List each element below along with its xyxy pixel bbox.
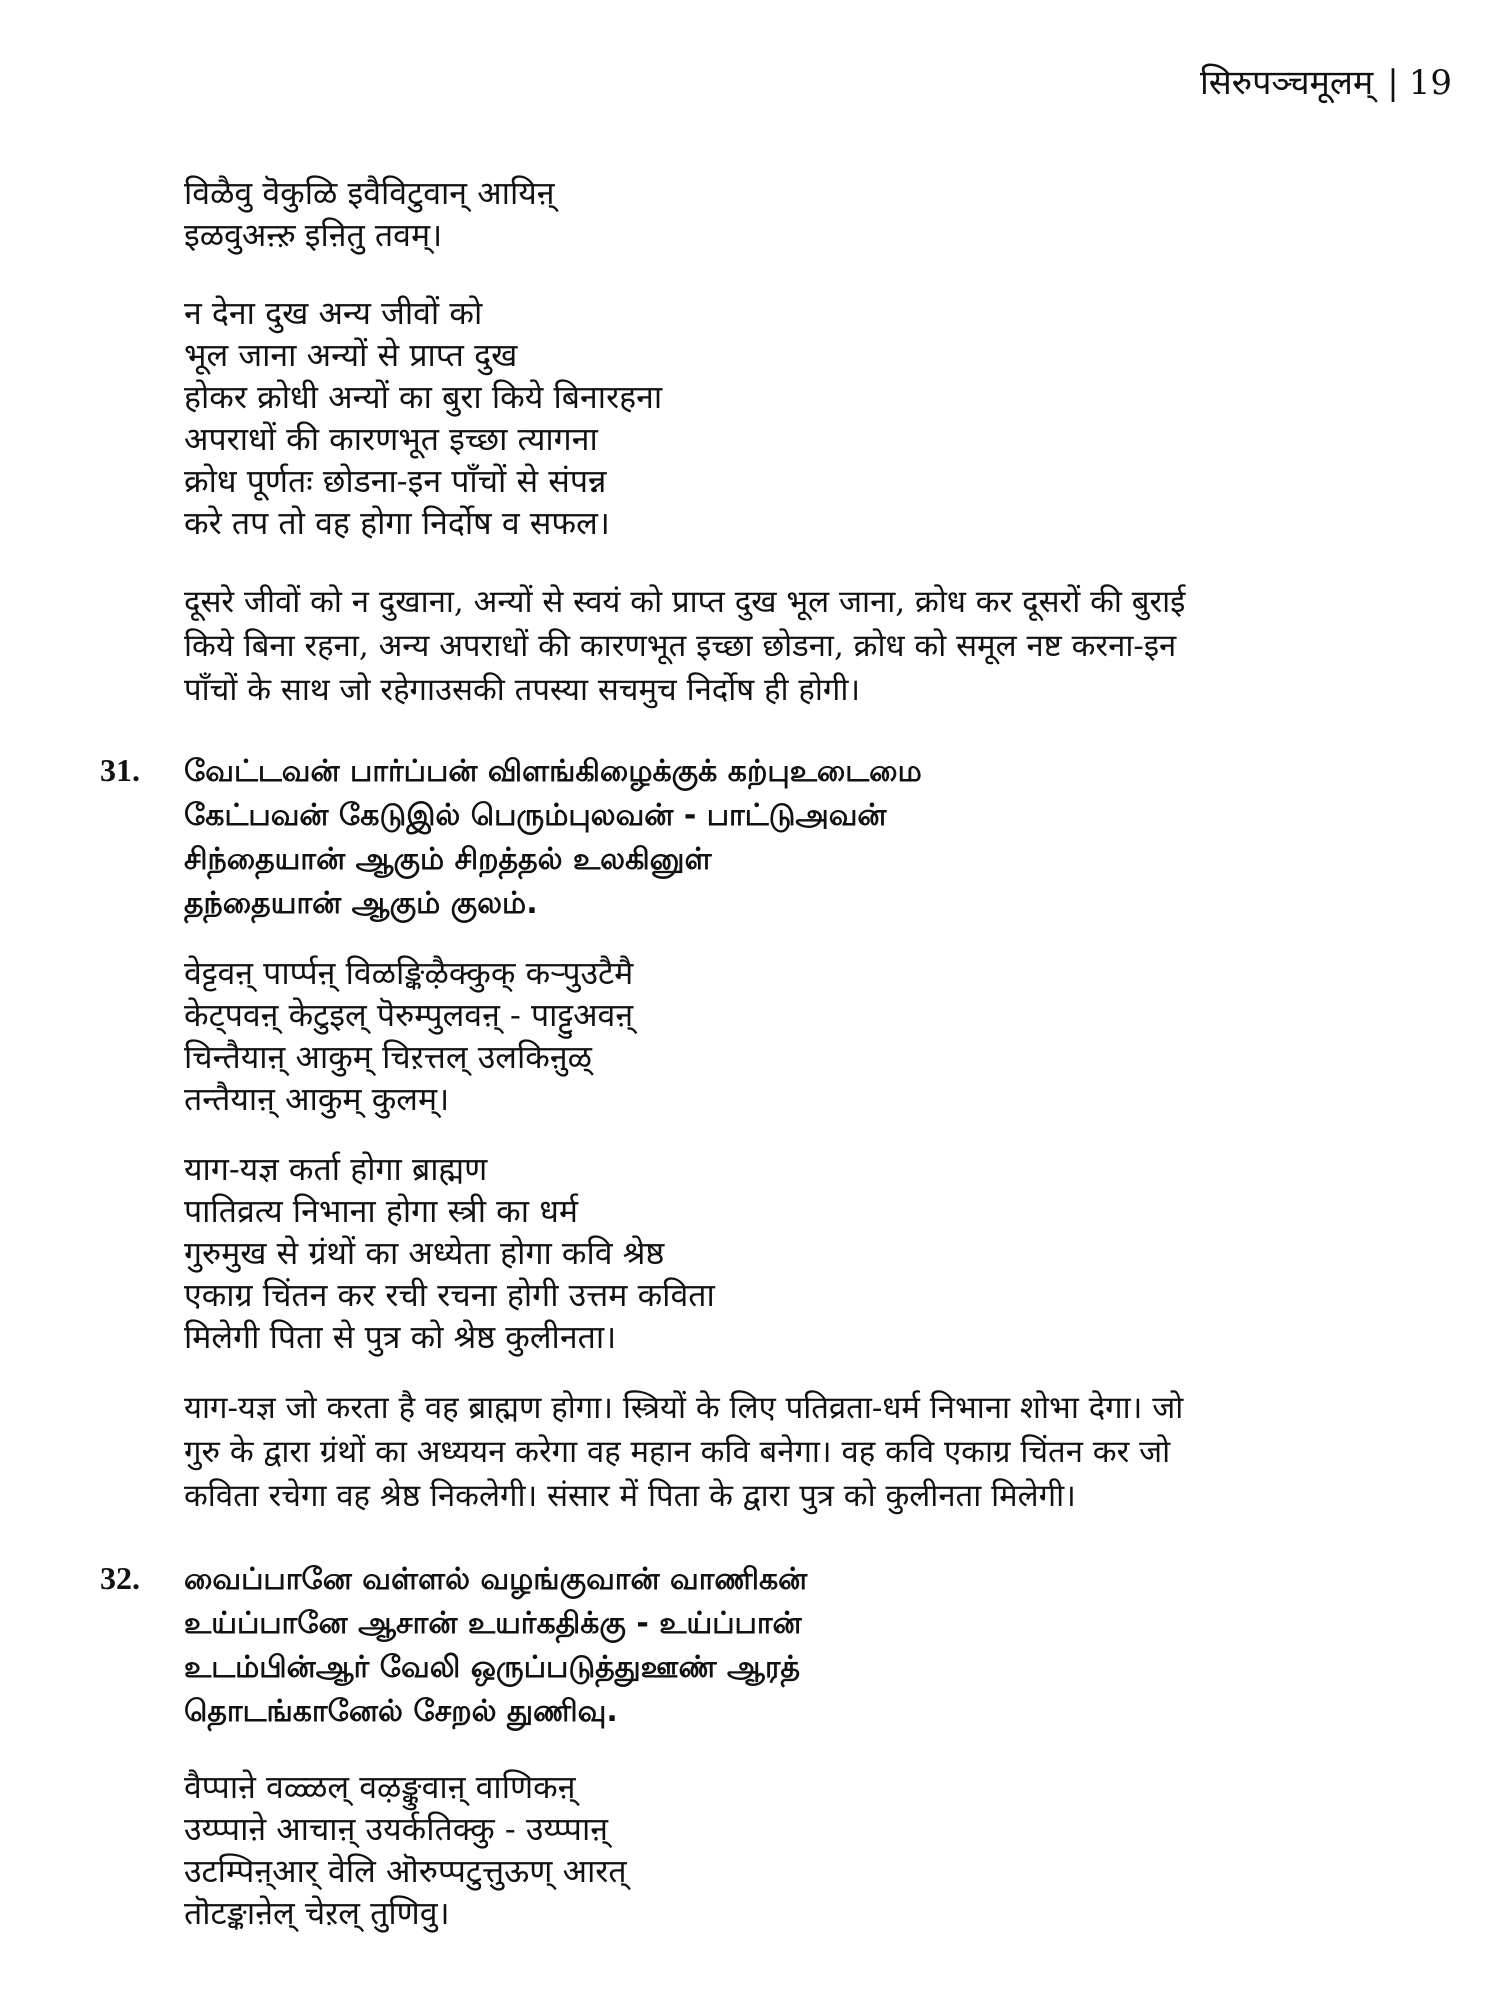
tamil-line: தந்தையான் ஆகும் குலம். xyxy=(184,886,538,921)
prose-explanation-30 xyxy=(184,580,1380,712)
verse-number-32: 32. xyxy=(100,1560,140,1596)
hindi-verse-line: भूल जाना अन्यों से प्राप्त दुख xyxy=(184,336,518,374)
prose-line: याग-यज्ञ जो करता है वह ब्राह्मण होगा। स्त्रियों के लिए पतिव्रता-धर्म निभाना शोभा देगा। जो xyxy=(184,1390,1184,1426)
translit-line: उटम्पिऩ्आर् वेलि ऒरुप्पटुत्तुऊण् आरत् xyxy=(184,1852,627,1890)
tamil-line: சிந்தையான் ஆகும் சிறத்தல் உலகினுள் xyxy=(184,842,712,877)
hindi-verse-line: गुरुमुख से ग्रंथों का अध्येता होगा कवि श्रेष्ठ xyxy=(184,1234,665,1272)
prose-line: पाँचों के साथ जो रहेगाउसकी तपस्या सचमुच निर्दोष ही होगी। xyxy=(184,672,861,708)
tamil-verse-31 xyxy=(184,750,1380,926)
translit-line: उय्प्पाऩे आचाऩ् उयर्कतिक्कु - उय्प्पाऩ् xyxy=(184,1810,609,1848)
tamil-line: உய்ப்பானே ஆசான் உயர்கதிக்கு - உய்ப்பான் xyxy=(184,1606,802,1641)
hindi-verse-line: होकर क्रोधी अन्यों का बुरा किये बिनारहना xyxy=(184,378,663,416)
transliteration-31 xyxy=(184,952,1380,1120)
translit-line: चिन्तैयाऩ् आकुम् चिऱत्तल् उलकिऩुळ् xyxy=(184,1038,592,1076)
translit-line: तॊटङ्काऩेल् चेऱल् तुणिवु। xyxy=(184,1894,450,1932)
hindi-verse-line: न देना दुख अन्य जीवों को xyxy=(184,294,483,332)
prose-line: दूसरे जीवों को न दुखाना, अन्यों से स्वयं को प्राप्त दुख भूल जाना, क्रोध कर दूसरों की बुराई xyxy=(184,584,1186,620)
translit-line: वैप्पाऩे वळ्ळल् वऴङ्कुवाऩ् वाणिकऩ् xyxy=(184,1768,576,1806)
prose-explanation-31 xyxy=(184,1386,1380,1518)
transliteration-32 xyxy=(184,1766,1380,1934)
tamil-line: வைப்பானே வள்ளல் வழங்குவான் வாணிகன் xyxy=(184,1562,808,1597)
prose-line: गुरु के द्वारा ग्रंथों का अध्ययन करेगा वह महान कवि बनेगा। वह कवि एकाग्र चिंतन कर जो xyxy=(184,1434,1171,1470)
hindi-verse-line: याग-यज्ञ कर्ता होगा ब्राह्मण xyxy=(184,1150,488,1188)
tamil-verse-32 xyxy=(184,1558,1380,1734)
hindi-verse-31 xyxy=(184,1148,1380,1358)
translit-line: तन्तैयाऩ् आकुम् कुलम्। xyxy=(184,1080,450,1118)
tamil-line: கேட்பவன் கேடுஇல் பெரும்புலவன் - பாட்டுஅவன் xyxy=(184,798,887,833)
hindi-verse-stanza-30 xyxy=(184,292,1380,544)
prose-line: कविता रचेगा वह श्रेष्ठ निकलेगी। संसार में पिता के द्वारा पुत्र को कुलीनता मिलेगी। xyxy=(184,1478,1076,1514)
book-title: सिरुपञ्चमूलम् xyxy=(1199,63,1374,103)
hindi-verse-line: करे तप तो वह होगा निर्दोष व सफल। xyxy=(184,504,610,542)
hindi-verse-line: क्रोध पूर्णतः छोडना-इन पाँचों से संपन्न xyxy=(184,462,607,500)
translit-line: केट्पवऩ् केटुइल् पॆरुम्पुलवऩ् - पाट्टुअवऩ् xyxy=(184,996,634,1034)
hindi-verse-line: एकाग्र चिंतन कर रची रचना होगी उत्तम कविता xyxy=(184,1276,715,1314)
tamil-line: தொடங்கானேல் சேறல் துணிவு. xyxy=(184,1694,618,1729)
translit-line: इळवुअऩ्ऱु इऩितु तवम्। xyxy=(184,216,443,254)
running-header xyxy=(1200,58,1452,104)
header-separator: | xyxy=(1387,63,1399,103)
translit-line: वेट्टवऩ् पार्प्पऩ् विळङ्किऴैक्कुक् कऱ्पुउटैमै xyxy=(184,954,634,992)
translit-line: विळैवु वॆकुळि इवैविटुवान् आयिऩ् xyxy=(184,174,555,212)
prose-line: किये बिना रहना, अन्य अपराधों की कारणभूत इच्छा छोडना, क्रोध को समूल नष्ट करना-इन xyxy=(184,628,1177,664)
hindi-verse-line: अपराधों की कारणभूत इच्छा त्यागना xyxy=(184,420,598,458)
tamil-line: வேட்டவன் பார்ப்பன் விளங்கிழைக்குக் கற்புஉடைமை xyxy=(184,754,922,789)
hindi-verse-line: पातिव्रत्य निभाना होगा स्त्री का धर्म xyxy=(184,1192,579,1230)
transliteration-stanza-30 xyxy=(184,172,1380,256)
verse-number-31: 31. xyxy=(100,752,140,788)
page-number: 19 xyxy=(1408,63,1452,103)
tamil-line: உடம்பின்ஆர் வேலி ஒருப்படுத்துஊண் ஆரத் xyxy=(184,1650,801,1685)
hindi-verse-line: मिलेगी पिता से पुत्र को श्रेष्ठ कुलीनता। xyxy=(184,1318,617,1356)
